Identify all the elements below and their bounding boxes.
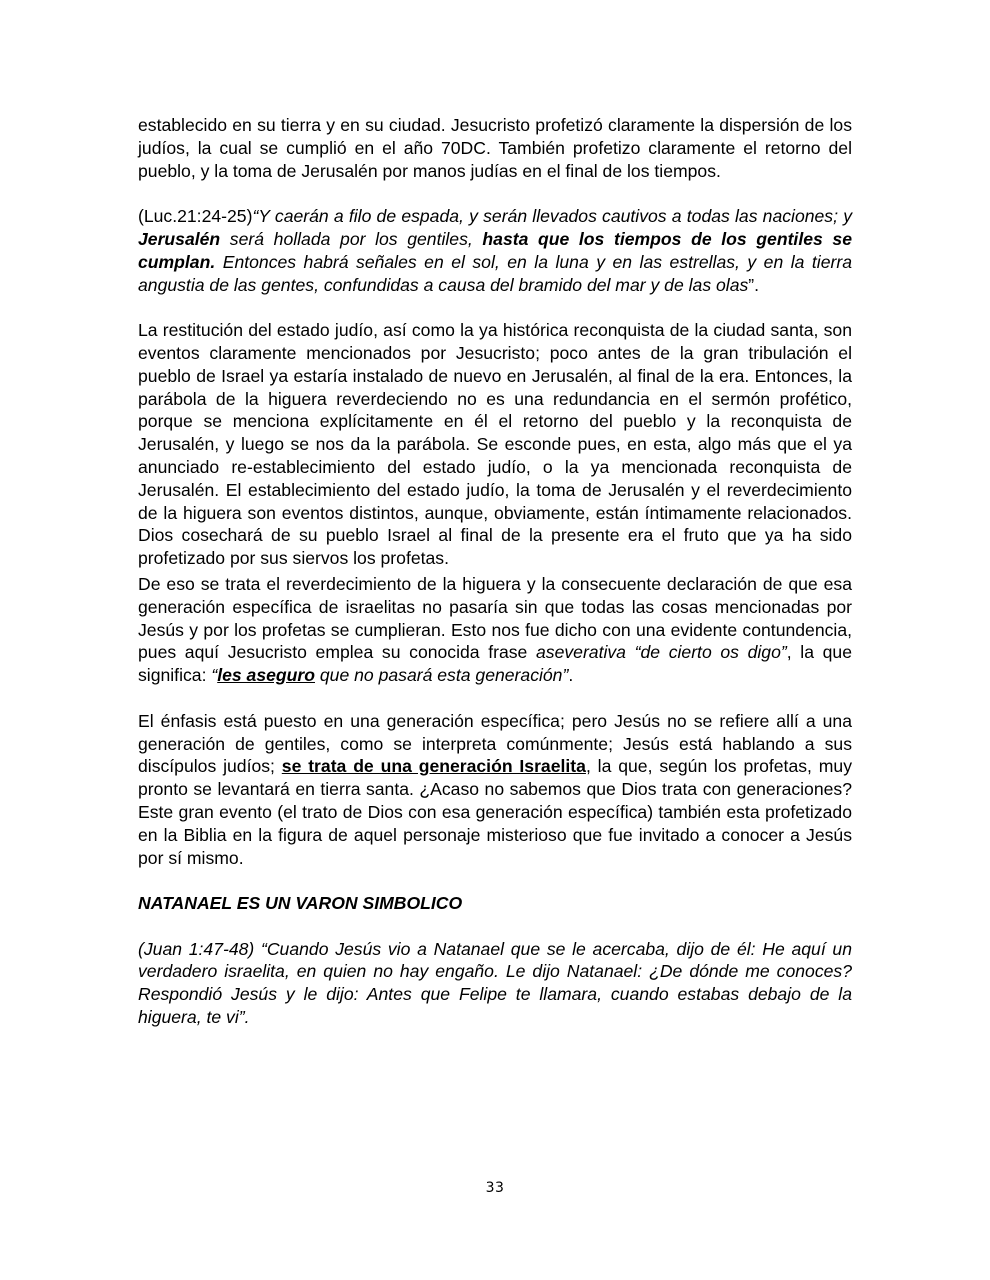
quote-luke-reference: (Luc.21:24-25)	[138, 206, 253, 227]
paragraph-enfasis-part-1: El énfasis está puesto en una generación específica; pero Jesús no se refiere allí a una generación de gentiles, como se interpreta comúnmente; Jesús está hablando a sus discípulos judíos;	[138, 710, 852, 777]
quote-john-text: (Juan 1:47-48) “Cuando Jesús vio a Natanael que se le acercaba, dijo de él: He aquí un verdadero israelita, en quien no hay engaño. Le dijo Natanael: ¿De dónde me conoces? Respondió Jesús y le dijo: Antes que Felipe te llamara, cuando estabas debajo de la higuera, te vi”.	[138, 938, 852, 1028]
quote-luke-part-5: Entonces habrá señales en el sol, en la luna y en las estrellas, y en la tierra angustia de las gentes, confundidas a causa del bramido del mar y de las olas	[138, 251, 852, 295]
paragraph-reverdecimiento-part-3: , la que significa:	[138, 642, 852, 686]
quote-luke-part-1: “Y caerán a filo de espada, y serán llevados cautivos a todas las naciones; y	[252, 206, 852, 227]
phrase-les-aseguro: les aseguro	[217, 665, 315, 686]
page-number: 33	[485, 1180, 505, 1196]
quote-luke-emphasis: hasta que los tiempos de los gentiles se cumplan.	[138, 228, 852, 272]
open-quote-mark: “	[211, 665, 218, 686]
phrase-de-cierto-os-digo: aseverativa “de cierto os digo”	[536, 642, 787, 663]
paragraph-reverdecimiento-part-1: De eso se trata el reverdecimiento de la higuera y la consecuente declaración de que esa generación específica de israelitas no pasaría sin que todas las cosas mencionadas por Jesús y por los profetas se cumplieran. Esto nos fue dicho con una evidente contundencia, pues aquí Jesucristo emplea su conocida frase	[138, 573, 852, 663]
section-heading: NATANAEL ES UN VARON SIMBOLICO	[138, 893, 463, 914]
phrase-no-pasara: que no pasará esta generación”	[315, 665, 569, 686]
paragraph-restitucion-text: La restitución del estado judío, así como la ya histórica reconquista de la ciudad santa, son eventos claramente mencionados por Jesucristo; poco antes de la gran tribulación el pueblo de Israel ya estaría instalado de nuevo en Jerusalén, al final de la era. Entonces, la parábola de la higuera reverdeciendo no es una redundancia en el sermón profético, porque se menciona explícitamente en él el retorno del pueblo y la reconquista de Jerusalén, y luego se nos da la parábola. Se esconde pues, en esta, algo más que el ya anunciado re-establecimiento del estado judío, o la ya mencionada reconquista de Jerusalén. El establecimiento del estado judío, la toma de Jerusalén y el reverdecimiento de la higuera son eventos distintos, aunque, obviamente, están íntimamente relacionados. Dios cosechará de su pueblo Israel al final de la presente era el fruto que ya ha sido profetizado por sus siervos los profetas.	[138, 320, 852, 569]
quote-luke-jerusalen: Jerusalén	[138, 228, 221, 249]
phrase-generacion-israelita: se trata de una generación Israelita	[281, 756, 586, 777]
page-body	[138, 114, 852, 1029]
paragraph-reverdecimiento-end: .	[568, 665, 574, 686]
quote-luke-close: ”.	[748, 274, 760, 295]
paragraph-enfasis-part-3: , la que, según los profetas, muy pronto se levantará en tierra santa. ¿Acaso no sabemos que Dios trata con generaciones? Este gran evento (el trato de Dios con esa generación específica) también esta profetizado en la Biblia en la figura de aquel personaje misterioso que fue invitado a conocer a Jesús por sí mismo.	[138, 756, 852, 868]
paragraph-intro	[138, 114, 852, 182]
paragraph-intro-text: establecido en su tierra y en su ciudad. Jesucristo profetizó claramente la dispersión de los judíos, la cual se cumplió en el año 70DC. También profetizo claramente el retorno del pueblo, y la toma de Jerusalén por manos judías en el final de los tiempos.	[138, 115, 852, 181]
paragraph-restitucion	[138, 319, 852, 570]
paragraph-reverdecimiento	[138, 573, 852, 687]
quote-luke	[138, 205, 852, 296]
quote-john	[138, 938, 852, 1029]
quote-luke-part-3: será hollada por los gentiles,	[220, 228, 483, 249]
paragraph-enfasis	[138, 710, 852, 870]
